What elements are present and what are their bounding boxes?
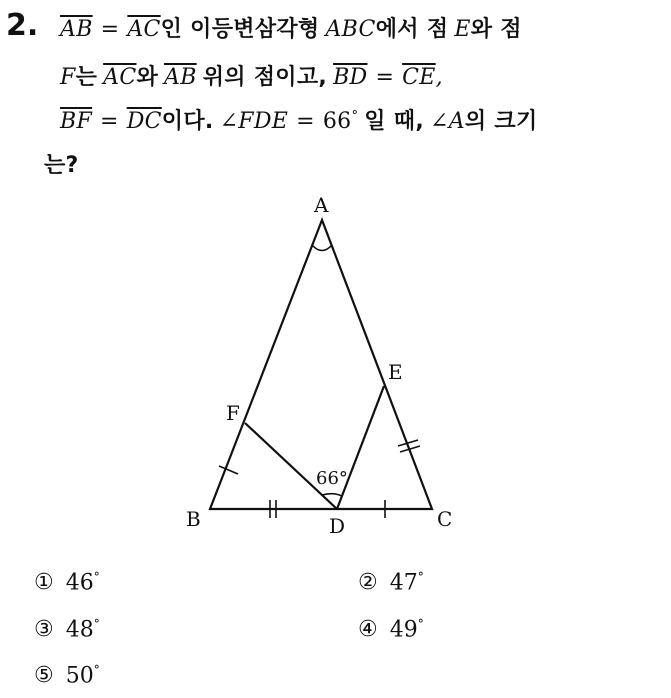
option-mark: ④ [358, 617, 378, 643]
label-c: C [437, 507, 453, 531]
angle-a-arc [312, 245, 332, 251]
option-value: 47 [389, 570, 418, 596]
segment-dc: $\overline{DC}$ [126, 109, 162, 134]
label-f: F [226, 401, 240, 425]
angle-value: 66 [322, 109, 352, 134]
equals-sign: = [100, 109, 119, 134]
option-mark: ③ [34, 617, 54, 643]
degree-sign: ° [93, 570, 100, 584]
equals-sign: = [100, 17, 120, 42]
comma: , [435, 65, 443, 90]
label-e: E [388, 360, 403, 384]
text-size-of: 의 크기 [464, 109, 538, 134]
label-d: D [329, 514, 346, 538]
option-value: 50 [65, 663, 94, 689]
segment-ab: $\overline{AB}$ [164, 65, 197, 90]
option-4[interactable] [358, 617, 424, 642]
degree-sign: ° [417, 570, 424, 584]
option-mark: ⑤ [34, 663, 54, 689]
segment-ac: $\overline{AC}$ [127, 17, 161, 42]
text-on-points: 위의 점이고, [202, 65, 328, 90]
degree-sign: ° [417, 617, 424, 631]
segment-ce: $\overline{CE}$ [402, 65, 436, 90]
triangle-abc: ABC [325, 17, 376, 42]
option-value: 48 [65, 617, 94, 643]
text-is: 는 [75, 65, 98, 90]
option-1[interactable] [34, 570, 100, 595]
point-e: E [454, 17, 471, 42]
angle-a: ∠A [430, 109, 465, 134]
segment-fd-line [245, 423, 337, 509]
text-and: 와 [136, 65, 159, 90]
equals-sign: = [296, 109, 315, 134]
label-a: A [314, 193, 329, 217]
degree-sign: ° [93, 617, 100, 631]
segment-bd: $\overline{BD}$ [333, 65, 368, 90]
option-2[interactable] [358, 570, 424, 595]
segment-ab: $\overline{AB}$ [60, 17, 93, 42]
degree-sign: ° [351, 108, 359, 124]
option-mark: ② [358, 570, 378, 596]
degree-sign: ° [93, 663, 100, 677]
angle-fde-arc [322, 494, 342, 496]
option-mark: ① [34, 570, 54, 596]
option-value: 46 [65, 570, 94, 596]
text-point: 에서 점 [375, 17, 449, 42]
segment-bf: $\overline{BF}$ [60, 109, 93, 134]
point-f: F [60, 65, 76, 90]
text-and-point: 와 점 [470, 17, 522, 42]
angle-66-label: 66° [316, 468, 348, 489]
option-5[interactable] [34, 663, 100, 688]
label-b: B [186, 507, 201, 531]
question-line-4: 는? [44, 153, 79, 178]
option-3[interactable] [34, 617, 100, 642]
text-is-period: 이다. [161, 109, 214, 134]
segment-de-line [337, 386, 384, 509]
angle-fde: ∠FDE [219, 109, 289, 134]
text-isosceles: 인 이등변삼각형 [160, 17, 320, 42]
tick-bf [219, 466, 238, 474]
option-value: 49 [389, 617, 418, 643]
text-when: 일 때, [364, 109, 424, 134]
segment-ac: $\overline{AC}$ [103, 65, 137, 90]
equals-sign: = [375, 65, 395, 90]
question-number: 2. [6, 8, 39, 43]
